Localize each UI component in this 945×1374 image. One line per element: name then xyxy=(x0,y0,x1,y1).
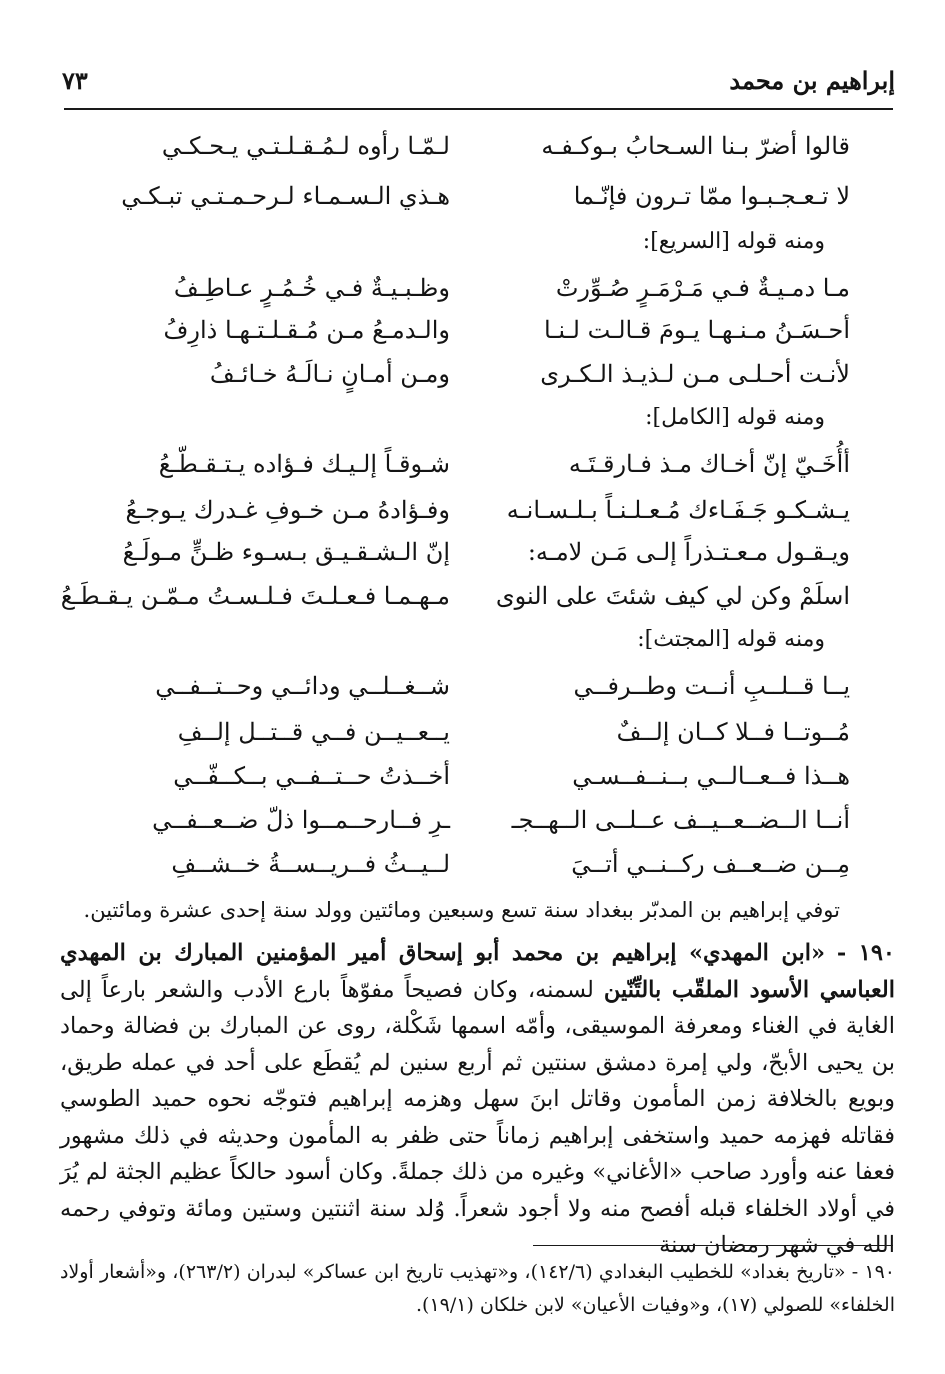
verse-first-hemistich: اسلَمْ وكن لي كيف شئتَ على النوى xyxy=(495,582,850,610)
verse-first-hemistich: لا تـعـجـبـوا ممّا تـرون فإنّـما xyxy=(573,182,850,210)
verse-second-hemistich: ـرِ فــارحــمــوا ذلّ ضــعــفــي xyxy=(152,806,450,834)
verse-first-hemistich: يـشـكـو جَـفَـاءك مُـعـلـنـاً بـلـسـانـه xyxy=(506,496,850,524)
verse-second-hemistich: مـهـمـا فـعـلـتَ فـلـسـتُ مـمّـن يـقـطَـعُ xyxy=(60,582,450,610)
verse-first-hemistich: مـا دمـيـةٌ فـي مَـرْمَـرٍ صُـوِّرتْ xyxy=(555,274,850,302)
verse-second-hemistich: أخــذتُ حــتــفــي بــكــفّــي xyxy=(173,762,450,790)
page-title: إبراهيم بن محمد xyxy=(729,66,895,95)
footnote: ١٩٠ - «تاريخ بغداد» للخطيب البغدادي (١٤٢/٦)، و«تهذيب تاريخ ابن عساكر» لبدران (٢٦٣/٢)، و«أشعار أولاد الخلفاء» للصولي (١٧)، و«وفيات الأعيان» لابن خلكان (١٩/١). xyxy=(60,1261,895,1316)
verse-second-hemistich: وفـؤادهُ مـن خـوفِ غـدرك يـوجـعُ xyxy=(125,496,450,524)
verse-second-hemistich: إنّ الـشـقـيـق بـسـوء ظـنٍّ مـولَـعُ xyxy=(122,538,450,566)
verse-second-hemistich: لــيــثُ فــريــســةُ خــشــفِ xyxy=(171,850,450,878)
verse-first-hemistich: ويـقـول مـعـتـذراً إلـى مَـن لامـه: xyxy=(527,538,850,566)
verse-first-hemistich: يــا قــلــبِ أنــت وطــرفــي xyxy=(573,672,850,700)
verse-first-hemistich: قالوا أضرّ بـنا السـحابُ بـوكـفـه xyxy=(541,132,850,160)
verse-second-hemistich: شـوقـاً إلـيـك فـؤاده يـتـقـطّـعُ xyxy=(158,450,450,478)
header-rule xyxy=(64,108,893,110)
running-head xyxy=(62,62,895,102)
verse-first-hemistich: هــذا فــعــالــي بــنــفــسـي xyxy=(572,762,850,790)
death-note: توفي إبراهيم بن المدبّر ببغداد سنة تسع وسبعين ومائتين وولد سنة إحدى عشرة ومائتين. xyxy=(83,898,840,922)
verse-first-hemistich: مِــن ضــعــف ركــنــي أتــيَ xyxy=(571,850,850,878)
verse-second-hemistich: ومـن أمـانٍ نـالَـهُ خـائـفُ xyxy=(209,360,450,388)
verse-first-hemistich: لأنـت أحـلـى مـن لـذيـذ الـكـرى xyxy=(540,360,850,388)
verse-second-hemistich: يــعــيــن فــي قــتــل إلــفِ xyxy=(177,718,450,746)
verse-first-hemistich: أأُخَـيّ إنّ أخـاك مـذ فـارقـتَـه xyxy=(568,450,850,478)
biography-entry xyxy=(60,935,895,1264)
verse-second-hemistich: والـدمـعُ مـن مُـقـلـتـهـا ذارِفُ xyxy=(163,316,450,344)
verse-second-hemistich: وظـبـيـةٌ فـي خُـمُـرٍ عـاطِـفُ xyxy=(173,274,450,302)
verse-second-hemistich: لـمّـا رأوه لـمُـقـلـتـي يـحـكـي xyxy=(161,132,450,160)
poem-intro: ومنه قوله [المجتث]: xyxy=(637,627,825,652)
page-number: ٧٣ xyxy=(62,66,88,95)
entry-number: ١٩٠ - xyxy=(836,940,896,966)
poem-intro: ومنه قوله [السريع]: xyxy=(642,229,825,254)
footnote-rule xyxy=(533,1245,893,1246)
entry-heading: «ابن المهدي» إبراهيم بن محمد أبو إسحاق أمير المؤمنين المبارك بن المهدي العباسي الأسود الملقّب بالتِّنّين xyxy=(60,940,895,1003)
poem-intro: ومنه قوله [الكامل]: xyxy=(645,405,825,430)
verse-first-hemistich: أنــا الــضــعــيــف عــلــى الــهــجـ xyxy=(511,806,850,834)
verse-second-hemistich: هـذي الـسـمـاء لـرحـمـتـي تبـكـي xyxy=(121,182,450,210)
verse-second-hemistich: شــغــلــي ودائــي وحــتــفــي xyxy=(155,672,450,700)
entry-body: لسمنه، وكان فصيحاً مفوّهاً بارع الأدب والشعر بارعاً إلى الغاية في الغناء ومعرفة الموسيقى، وأمّه اسمها شَكْلة، روى عن المبارك بن فضالة وحماد بن يحيى الأبحّ، ولي إمرة دمشق سنتين ثم أربع سنين لم يُقطَع على أحد في عمله طريق، وبويع بالخلافة زمن المأمون وقاتل ابنَ سهل وهزمه إبراهيم فتوجّه نحوه حميد الطوسي فقاتله فهزمه حميد واستخفى إبراهيم زماناً حتى ظفر به المأمون وحديثه في ذلك مشهور فعفا عنه وأورد صاحب «الأغاني» وغيره من ذلك جملةً. وكان أسود حالكاً عظيم الجثة لم يُرَ في أولاد الخلفاء قبله أفصح منه ولا أجود شعراً. وُلد سنة اثنتين وستين ومائة وتوفي رحمه الله في شهر رمضان سنة xyxy=(60,976,895,1258)
verse-first-hemistich: مُــوتــا فــلا كــان إلــفٌ xyxy=(616,718,850,746)
verse-first-hemistich: أحـسَـنُ مـنـهـا يـومَ قـالـت لـنـا xyxy=(544,316,850,344)
